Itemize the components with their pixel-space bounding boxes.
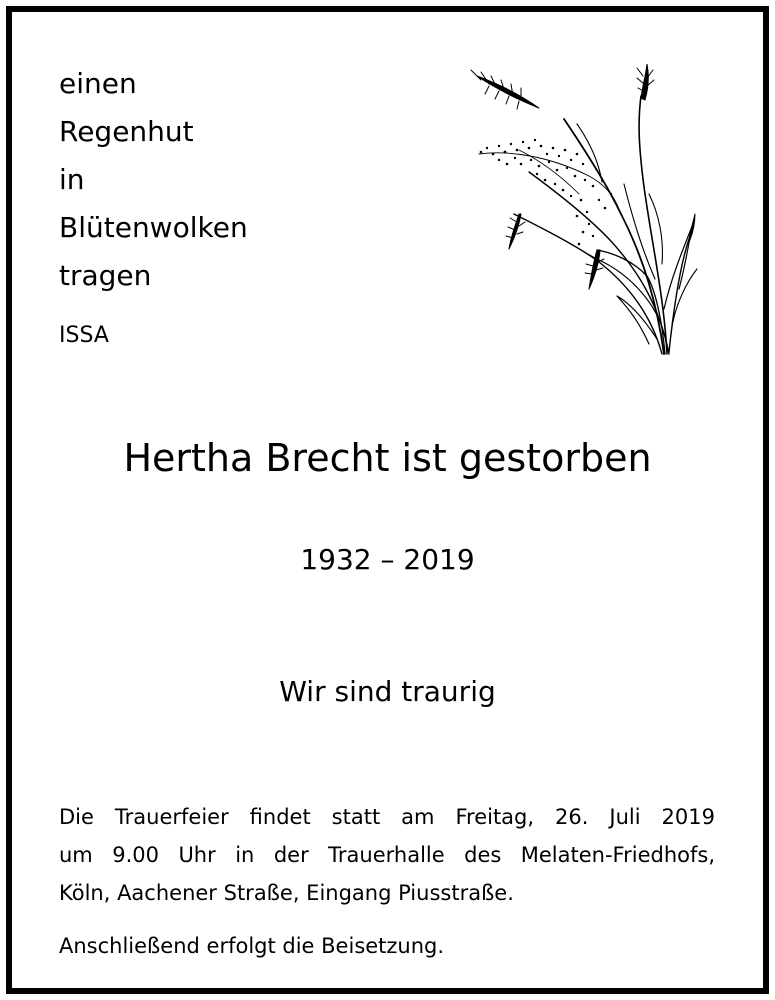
grass-and-wheat-stalks-icon bbox=[459, 64, 699, 359]
poem-line: Regenhut bbox=[59, 115, 194, 148]
poem-author: ISSA bbox=[59, 323, 109, 348]
funeral-details bbox=[59, 798, 715, 912]
funeral-details-line: um 9.00 Uhr in der Trauerhalle des Melaten-Friedhofs, bbox=[59, 843, 715, 867]
life-dates: 1932 – 2019 bbox=[300, 543, 475, 576]
funeral-details-line: Die Trauerfeier findet statt am Freitag, 26. Juli 2019 bbox=[59, 805, 715, 829]
poem-line: tragen bbox=[59, 259, 152, 292]
burial-note: Anschließend erfolgt die Beisetzung. bbox=[59, 934, 445, 958]
poem bbox=[59, 60, 248, 300]
obituary-title: Hertha Brecht ist gestorben bbox=[123, 436, 652, 480]
poem-line: einen bbox=[59, 67, 137, 100]
poem-line: Blütenwolken bbox=[59, 211, 248, 244]
funeral-details-line: Köln, Aachener Straße, Eingang Piusstraße. bbox=[59, 881, 514, 905]
poem-line: in bbox=[59, 163, 85, 196]
obituary-frame bbox=[6, 6, 769, 994]
mourning-statement: Wir sind traurig bbox=[279, 675, 496, 708]
